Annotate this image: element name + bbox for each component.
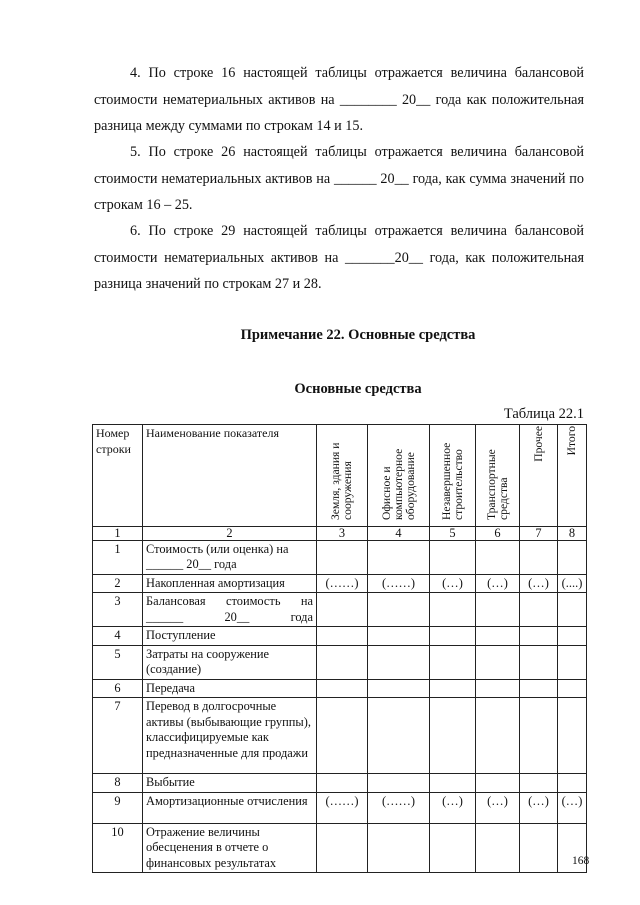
row-label: Перевод в долгосрочные активы (выбывающие группы), классифицируемые как предназначенные для продажи: [143, 698, 317, 774]
table-cell: (……): [317, 792, 368, 823]
table-cell: (…): [558, 792, 587, 823]
row-label: Передача: [143, 679, 317, 698]
table-cell: [430, 698, 476, 774]
column-number: 6: [476, 526, 520, 540]
table-cell: [368, 627, 430, 646]
table-cell: [520, 679, 558, 698]
header-office-equipment: Офисное и компьютерное оборудование: [368, 425, 430, 527]
header-vehicles: Транспортные средства: [476, 425, 520, 527]
row-label: Стоимость (или оценка) на ______ 20__ года: [143, 540, 317, 574]
table-number: Таблица 22.1: [503, 406, 584, 422]
table-cell: [317, 823, 368, 873]
table-row: [93, 593, 587, 627]
row-number: 10: [93, 823, 143, 873]
table-cell: [476, 540, 520, 574]
table-cell: [520, 645, 558, 679]
table-header-row: [93, 425, 587, 527]
table-cell: (…): [430, 574, 476, 593]
row-label: Выбытие: [143, 774, 317, 793]
table-row: [93, 792, 587, 823]
row-number: 7: [93, 698, 143, 774]
table-cell: [558, 645, 587, 679]
table-cell: [476, 774, 520, 793]
column-number: 3: [317, 526, 368, 540]
table-row: [93, 774, 587, 793]
row-label: Отражение величины обесценения в отчете о финансовых результатах: [143, 823, 317, 873]
row-number: 9: [93, 792, 143, 823]
row-number: 5: [93, 645, 143, 679]
table-cell: [368, 540, 430, 574]
column-number: 4: [368, 526, 430, 540]
table-row: [93, 823, 587, 873]
column-number: 2: [143, 526, 317, 540]
table-cell: [558, 698, 587, 774]
column-number: 7: [520, 526, 558, 540]
table-cell: [520, 823, 558, 873]
table-cell: [368, 698, 430, 774]
table-cell: [430, 645, 476, 679]
table-cell: [520, 540, 558, 574]
header-land-buildings: Земля, здания и сооружения: [317, 425, 368, 527]
column-number: 1: [93, 526, 143, 540]
paragraph-item-4: 4. По строке 16 настоящей таблицы отражается величина балансовой стоимости нематериальных активов на ________ 20__ года как положительная разница между суммами по строкам 14 и 15.: [94, 65, 584, 134]
table-cell: [476, 627, 520, 646]
table-row: [93, 540, 587, 574]
table-cell: [317, 627, 368, 646]
table-cell: [430, 774, 476, 793]
header-row-number: Номер строки: [93, 425, 143, 527]
table-row: [93, 698, 587, 774]
row-number: 8: [93, 774, 143, 793]
table-cell: [430, 593, 476, 627]
table-cell: [317, 774, 368, 793]
table-cell: [476, 679, 520, 698]
table-cell: [430, 627, 476, 646]
table-cell: (…): [476, 574, 520, 593]
table-cell: (……): [368, 574, 430, 593]
row-number: 2: [93, 574, 143, 593]
table-cell: [520, 593, 558, 627]
table-cell: [368, 774, 430, 793]
table-cell: (…): [520, 574, 558, 593]
table-cell: [558, 593, 587, 627]
table-cell: [520, 774, 558, 793]
table-cell: [520, 627, 558, 646]
table-cell: (……): [368, 792, 430, 823]
table-cell: [558, 627, 587, 646]
paragraph-item-6: 6. По строке 29 настоящей таблицы отражается величина балансовой стоимости нематериальных активов на _______20__ года, как положительная разница значений по строкам 27 и 28.: [94, 223, 584, 292]
table-title: Основные средства: [294, 381, 422, 397]
table-cell: (……): [317, 574, 368, 593]
paragraph-item-5: 5. По строке 26 настоящей таблицы отражается величина балансовой стоимости нематериальных активов на ______ 20__ года, как сумма значений по строкам 16 – 25.: [94, 144, 584, 213]
row-label: Амортизационные отчисления: [143, 792, 317, 823]
table-cell: [317, 540, 368, 574]
table-cell: [317, 645, 368, 679]
table-cell: (....): [558, 574, 587, 593]
table-cell: [368, 593, 430, 627]
table-row: [93, 679, 587, 698]
table-cell: [476, 823, 520, 873]
header-construction-in-progress: Незавершенное строительство: [430, 425, 476, 527]
table-cell: [317, 679, 368, 698]
page-number: 168: [572, 855, 590, 867]
table-cell: (…): [476, 792, 520, 823]
table-cell: [430, 540, 476, 574]
table-cell: [430, 679, 476, 698]
column-number-row: [93, 526, 587, 540]
table-cell: [558, 540, 587, 574]
row-number: 6: [93, 679, 143, 698]
note-heading: Примечание 22. Основные средства: [240, 327, 476, 343]
header-other: Прочее: [520, 425, 558, 527]
row-label: Накопленная амортизация: [143, 574, 317, 593]
table-cell: [368, 823, 430, 873]
table-cell: [476, 593, 520, 627]
row-label: Поступление: [143, 627, 317, 646]
table-row: [93, 645, 587, 679]
table-cell: (…): [430, 792, 476, 823]
fixed-assets-table: [92, 424, 590, 873]
row-number: 4: [93, 627, 143, 646]
table-row: [93, 574, 587, 593]
header-indicator-name: Наименование показателя: [143, 425, 317, 527]
table-cell: [476, 645, 520, 679]
table-cell: [317, 698, 368, 774]
column-number: 8: [558, 526, 587, 540]
table-cell: [476, 698, 520, 774]
header-total: Итого: [558, 425, 587, 527]
table-row: [93, 627, 587, 646]
table-cell: [368, 645, 430, 679]
table-cell: [430, 823, 476, 873]
table-cell: [558, 774, 587, 793]
row-label: Балансовая стоимость на ______ 20__ года: [143, 593, 317, 627]
table-cell: [368, 679, 430, 698]
table-cell: [520, 698, 558, 774]
table-cell: [558, 679, 587, 698]
row-number: 3: [93, 593, 143, 627]
table-cell: (…): [520, 792, 558, 823]
table-cell: [317, 593, 368, 627]
column-number: 5: [430, 526, 476, 540]
row-number: 1: [93, 540, 143, 574]
row-label: Затраты на сооружение (создание): [143, 645, 317, 679]
